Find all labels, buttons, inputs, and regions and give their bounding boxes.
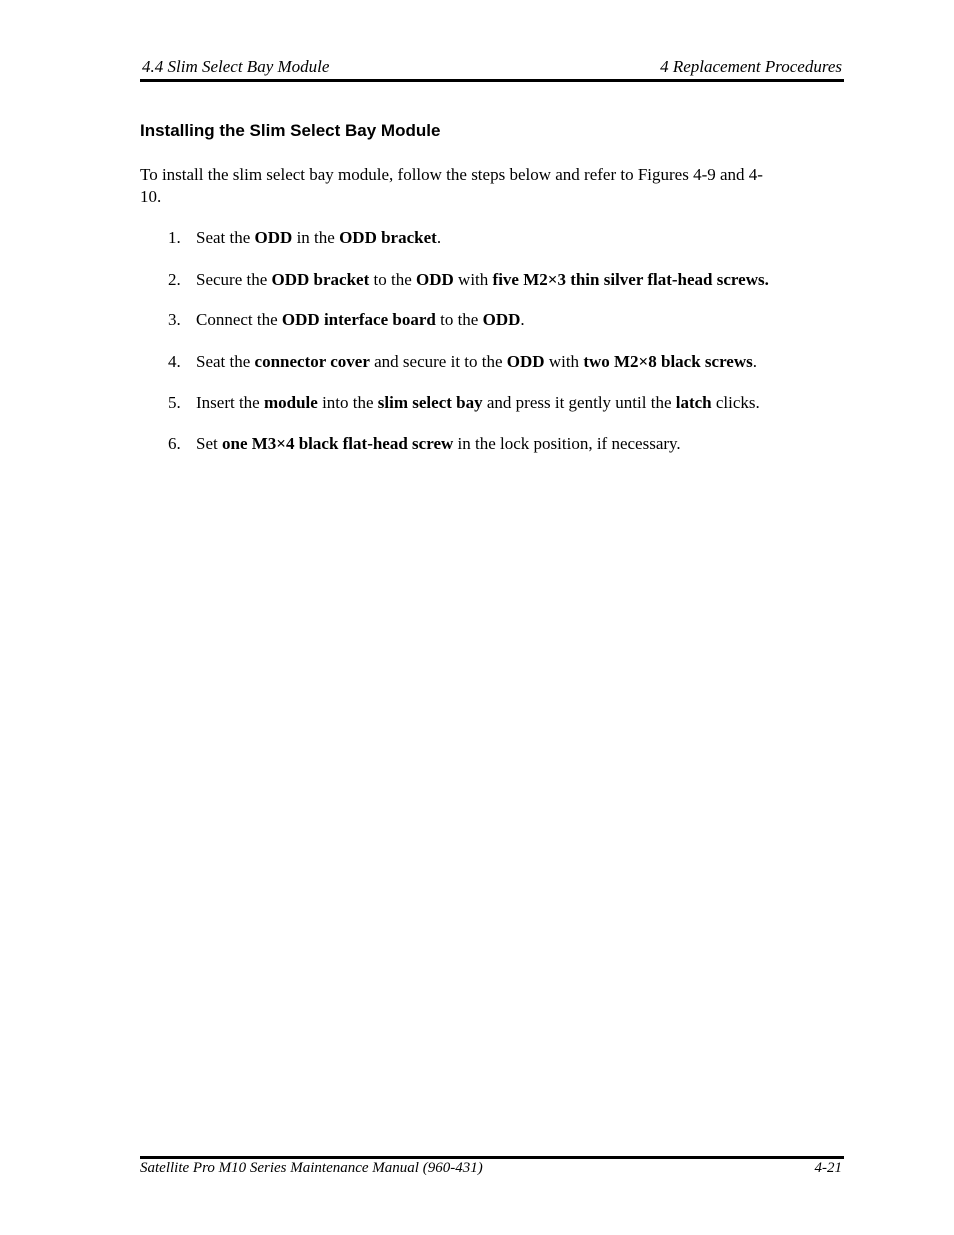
footer-manual-title: Satellite Pro M10 Series Maintenance Manual (960-431) — [140, 1160, 483, 1176]
step-text-bold: ODD bracket — [339, 228, 437, 247]
step-text-run: to the — [369, 270, 417, 289]
step-number: 1. — [168, 228, 181, 247]
step-text-bold: five M2×3 thin silver flat-head screws. — [492, 270, 769, 289]
footer-page-number: 4-21 — [814, 1160, 842, 1176]
step-text — [196, 227, 441, 249]
step-text-run: and secure it to the — [369, 352, 507, 371]
header-section-title: 4.4 Slim Select Bay Module — [142, 57, 330, 76]
step-text-bold: ODD — [416, 270, 454, 289]
step-text-run: Connect the — [196, 310, 282, 329]
step-text-bold: connector cover — [254, 352, 370, 371]
page-footer — [140, 1160, 842, 1180]
step-number: 2. — [168, 270, 181, 289]
section-heading: Installing the Slim Select Bay Module — [140, 121, 441, 140]
footer-divider — [140, 1156, 844, 1159]
step-text-run: Seat the — [196, 228, 255, 247]
step-text-bold: ODD — [506, 352, 545, 371]
step-text-run: in the — [292, 228, 340, 247]
step-text-run: with — [544, 352, 584, 371]
step-text-run: and press it gently until the — [482, 393, 676, 412]
step-text-run: into the — [317, 393, 378, 412]
step-number: 4. — [168, 352, 181, 371]
header-divider — [140, 79, 844, 82]
step-text-run: to the — [435, 310, 483, 329]
page-header — [140, 57, 842, 79]
step-text-run: Insert the — [196, 393, 264, 412]
step-number: 5. — [168, 393, 181, 412]
step-text-run: in the lock position, if necessary. — [453, 434, 681, 453]
step-text-run: with — [453, 270, 493, 289]
header-chapter-title: 4 Replacement Procedures — [660, 57, 842, 76]
step-text-run: Secure the — [196, 270, 272, 289]
step-text-bold: two M2×8 black screws — [583, 352, 753, 371]
step-number: 6. — [168, 434, 181, 453]
intro-line-2: 10. — [140, 187, 162, 206]
step-text-run: . — [520, 310, 525, 329]
step-text — [196, 351, 757, 373]
step-text — [196, 392, 760, 414]
intro-line-1: To install the slim select bay module, follow the steps below and refer to Figures 4-9 and 4- — [140, 165, 763, 184]
step-text-run: . — [436, 228, 442, 247]
step-text-run: Seat the — [196, 352, 255, 371]
step-text-bold: ODD — [482, 310, 521, 329]
step-text-run: clicks. — [711, 393, 760, 412]
step-text — [196, 269, 769, 291]
step-text-bold: module — [263, 393, 318, 412]
step-text-run: . — [752, 352, 757, 371]
step-text-bold: one M3×4 black flat-head screw — [221, 434, 454, 453]
intro-paragraph — [140, 164, 840, 208]
step-text — [196, 433, 681, 455]
step-text-run: Set — [196, 434, 222, 453]
step-text-bold: latch — [675, 393, 712, 412]
step-text-bold: ODD interface board — [281, 310, 436, 329]
step-number: 3. — [168, 310, 181, 329]
step-text-bold: ODD bracket — [271, 270, 370, 289]
step-text-bold: slim select bay — [377, 393, 483, 412]
step-text-bold: ODD — [254, 228, 293, 247]
step-text — [196, 309, 525, 331]
